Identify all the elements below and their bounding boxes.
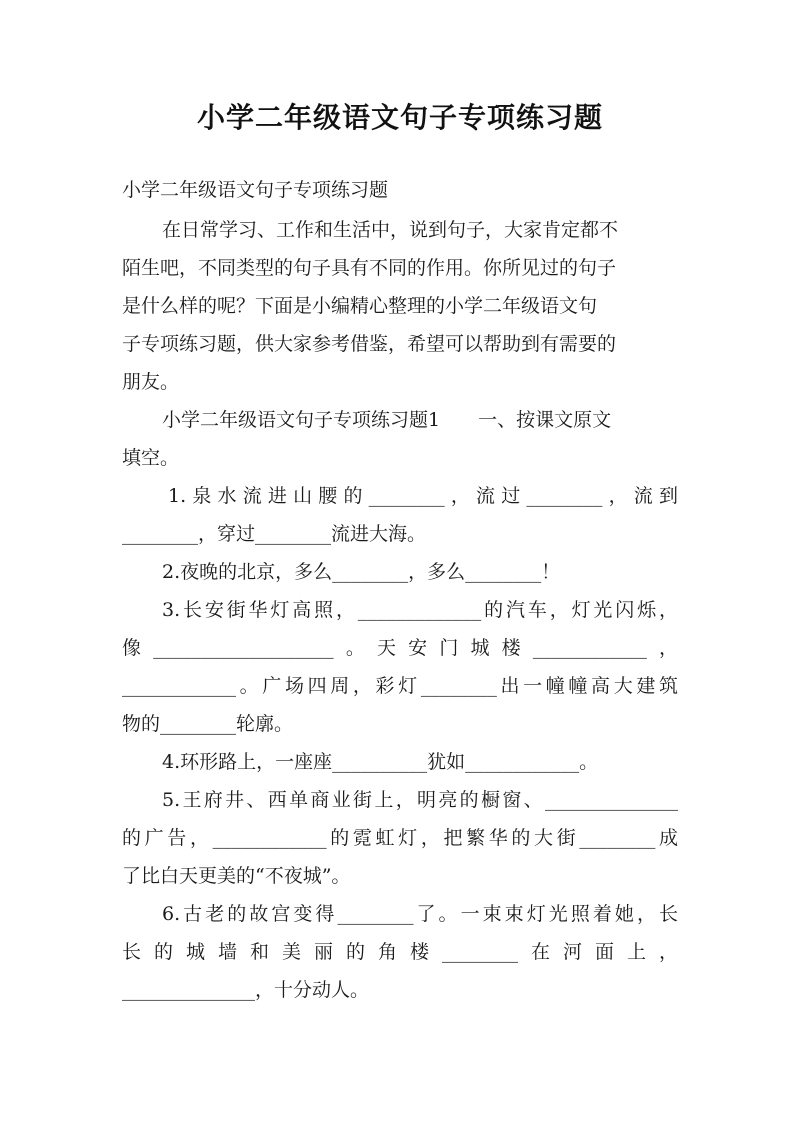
text-line: 的广告，____________的霓虹灯，把繁华的大街________成 [122,827,678,849]
text-line: 3.长安街华灯高照，_____________的汽车，灯光闪烁， [162,599,678,621]
text-line: 小学二年级语文句子专项练习题 [122,179,389,201]
text-line: 5.王府井、西单商业街上，明亮的橱窗、______________ [162,789,678,811]
text-line: 子专项练习题，供大家参考借鉴，希望可以帮助到有需要的 [122,333,617,355]
text-line: 长的城墙和美丽的角楼________在河面上， [122,941,678,963]
text-line: 填空。 [122,447,180,469]
text-line: 6.古老的故宫变得________了。一束束灯光照着她，长 [162,903,678,925]
text-line: 4.环形路上，一座座__________犹如____________。 [162,751,599,773]
text-line: 了比白天更美的“不夜城”。 [122,865,351,887]
text-line: ____________。广场四周，彩灯________出一幢幢高大建筑 [122,675,678,697]
text-line: ________，穿过________流进大海。 [122,523,427,545]
document-title: 小学二年级语文句子专项练习题 [196,101,603,134]
text-line: 陌生吧，不同类型的句子具有不同的作用。你所见过的句子 [122,257,617,279]
text-line: ______________，十分动人。 [122,979,370,1001]
text-line: 是什么样的呢？下面是小编精心整理的小学二年级语文句 [122,295,598,317]
text-line: 1.泉水流进山腰的________，流过________，流到 [168,485,678,507]
text-line: 小学二年级语文句子专项练习题1 一、按课文原文 [162,409,612,431]
text-line: 物的________轮廓。 [122,713,294,735]
text-line: 2.夜晚的北京，多么________，多么________！ [162,561,561,583]
text-line: 朋友。 [122,371,180,393]
text-line: 像___________________。天安门城楼____________， [122,637,678,659]
text-line: 在日常学习、工作和生活中，说到句子，大家肯定都不 [162,219,619,241]
